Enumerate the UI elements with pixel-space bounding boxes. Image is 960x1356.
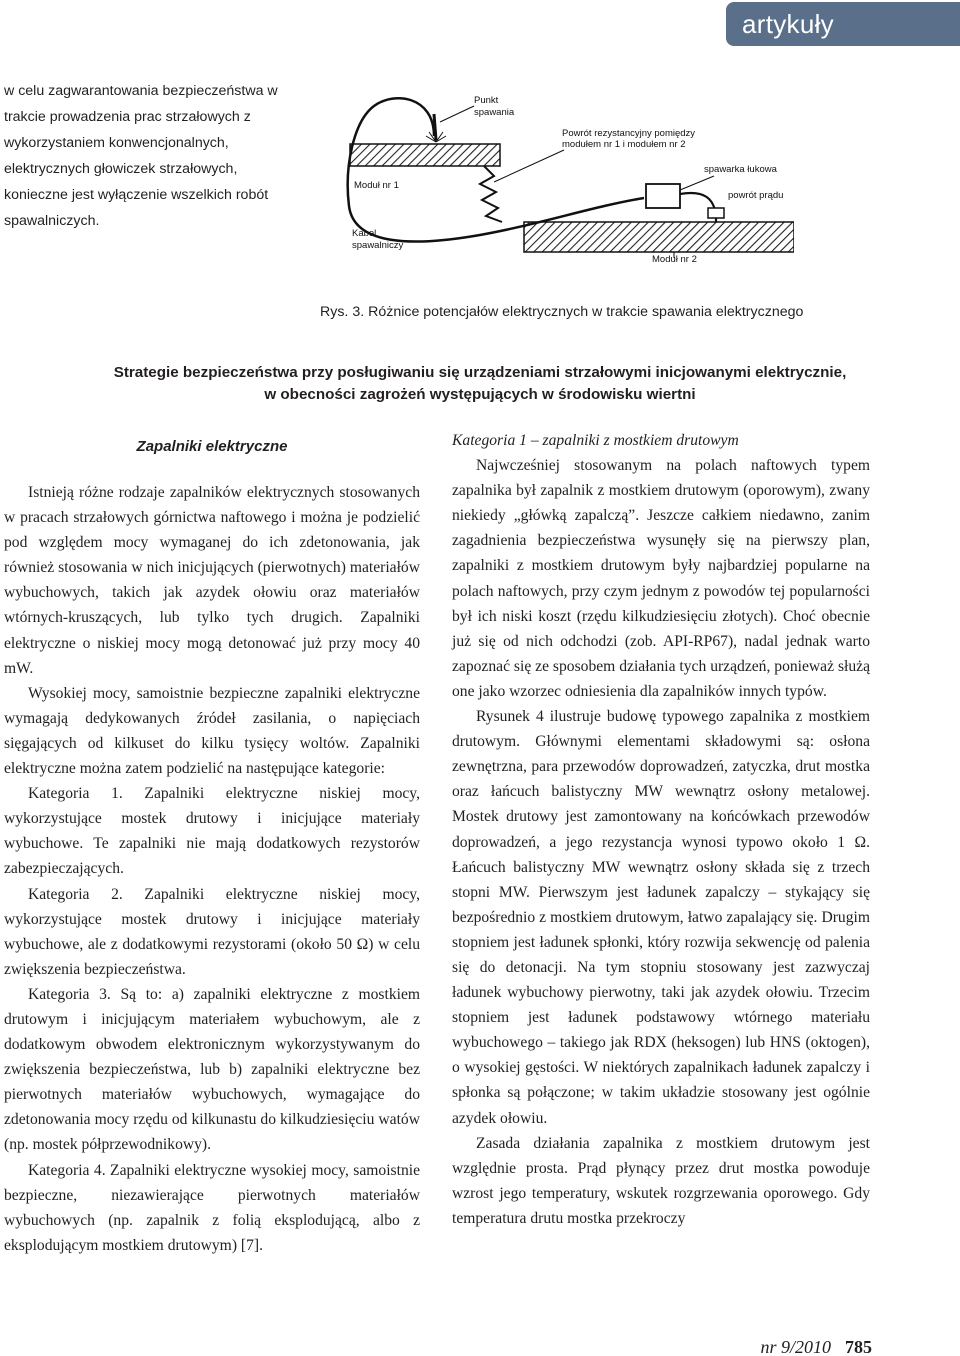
- left-paragraph: Kategoria 3. Są to: a) zapalniki elektryczne z mostkiem drutowym i inicjującym materiałem wybuchowym, ale z dodatkowym obwodem elektronicznym wykorzystywanym do zwiększenia bezpieczeństwa, lub b) zapalniki elektryczne bez pierwotnych materiałów wybuchowych, wymagające do zdetonowania mocy rzędu od kilkunastu do kilkudziesięciu watów (np. mostek półprzewodnikowy).: [4, 985, 420, 1154]
- label-current-return: powrót prądu: [728, 190, 784, 201]
- arc-welder-box: [646, 184, 680, 208]
- leader-weld-point: [440, 106, 474, 122]
- label-weld-point-2: spawania: [474, 107, 515, 118]
- left-paragraph: Kategoria 1. Zapalniki elektryczne niskiej mocy, wykorzystujące mostek drutowy i inicjujące materiały wybuchowe. Te zapalniki nie mają dodatkowych rezystorów zabezpieczających.: [4, 785, 420, 878]
- side-note: w celu zagwarantowania bezpieczeństwa w trakcie prowadzenia prac strzałowych z wykorzystaniem konwencjonalnych, elektrycznych głowiczek strzałowych, konieczne jest wyłączenie wszelkich robót spawalniczych.: [4, 83, 278, 229]
- weld-spark: [426, 130, 446, 142]
- label-resistive-return-2: modułem nr 1 i modułem nr 2: [562, 139, 686, 150]
- subheading: Zapalniki elektryczne: [136, 438, 288, 455]
- leader-welder: [680, 176, 714, 190]
- label-welding-cable-1: Kabel: [352, 228, 377, 239]
- label-module-1: Moduł nr 1: [354, 180, 399, 191]
- current-return-clamp: [708, 208, 724, 218]
- page-number: 785: [845, 1337, 872, 1356]
- right-paragraph: Rysunek 4 ilustruje budowę typowego zapalnika z mostkiem drutowym. Głównymi elementami składowymi są: osłona zewnętrzna, para przewodów doprowadzeń, zatyczka, drut mostka oraz łańcuch balistyczny MW wewnątrz osłony metalowej. Mostek drutowy jest zamontowany na końcówkach przewodów doprowadzeń, a jego rezystancja wynosi typowo około 1 Ω. Łańcuch balistyczny MW wewnątrz osłony składa się z trzech stopni MW. Pierwszym jest ładunek zapalczy – stykający się bezpośrednio z mostkiem drutowym, łatwo zapalający się. Drugim stopniem jest ładunek spłonki, który rozwija sekwencję od palenia się do detonacji. Na tym stopniu stosowany jest zazwyczaj ładunek wybuchowy pierwotny, taki jak azydek ołowiu. Trzecim stopniem jest ładunek podstawowy wtórnego materiału wybuchowego – takiego jak RDX (heksogen) lub HNS (oktogen), o wysokiej gęstości. W niektórych zapalnikach ładunek zapalczy i spłonka są połączone; w takim układzie stosowany jest ogólnie azydek ołowiu.: [452, 708, 870, 1127]
- issue-number: nr 9/2010: [760, 1337, 831, 1356]
- right-column: [452, 428, 870, 1231]
- left-paragraph: Kategoria 4. Zapalniki elektryczne wysokiej mocy, samoistnie bezpieczne, niezawierające pierwotnych materiałów wybuchowych (np. zapalnik z folią eksplodującą, albo z eksplodującym mostkiem drutowym) [7].: [4, 1161, 420, 1254]
- leader-resistive: [494, 150, 564, 182]
- left-paragraph: Istnieją różne rodzaje zapalników elektrycznych stosowanych w pracach strzałowych górnictwa naftowego i można je podzielić pod względem mocy wymaganej do ich zdetonowania, jak również stosowania w nich inicjujących (pierwotnych) materiałów wybuchowych, takich jak azydek ołowiu oraz materiałów wtórnych-kruszących, lub tylko tych drugich. Zapalniki elektryczne o niskiej mocy mogą detonować już przy mocy 40 mW.: [4, 484, 420, 677]
- resistive-return-zigzag: [480, 166, 502, 222]
- module-2-plate: [524, 222, 794, 252]
- module-1-plate: [350, 144, 500, 166]
- section-heading: [30, 362, 930, 406]
- left-paragraph: Kategoria 2. Zapalniki elektryczne niskiej mocy, wykorzystujące mostek drutowy i inicjujące materiały wybuchowe, ale z dodatkowymi rezystorami (około 50 Ω) w celu zwiększenia bezpieczeństwa.: [4, 885, 420, 978]
- left-paragraph: Wysokiej mocy, samoistnie bezpieczne zapalniki elektryczne wymagają dedykowanych źródeł zasilania, o napięciach sięgających od kilkuset do kilku tysięcy woltów. Zapalniki elektryczne można zatem podzielić na następujące kategorie:: [4, 684, 420, 778]
- welding-diagram-svg: [334, 86, 794, 266]
- page-footer: [708, 1336, 872, 1356]
- right-paragraph: Zasada działania zapalnika z mostkiem drutowym jest względnie prosta. Prąd płynący przez drut mostka powoduje wzrost jego temperatury, wskutek rozgrzewania oporowego. Gdy temperatura drutu mostka przekroczy: [452, 1134, 870, 1227]
- category-title: Kategoria 1 – zapalniki z mostkiem drutowym: [452, 432, 739, 449]
- label-arc-welder: spawarka łukowa: [704, 164, 777, 175]
- figure-caption: Rys. 3. Różnice potencjałów elektrycznych w trakcie spawania elektrycznego: [320, 304, 804, 320]
- section-heading-line-1: Strategie bezpieczeństwa przy posługiwaniu się urządzeniami strzałowymi inicjowanymi elektrycznie,: [113, 364, 847, 381]
- figure-welding-diagram: [334, 86, 794, 266]
- label-welding-cable-2: spawalniczy: [352, 240, 404, 251]
- right-paragraph: Najwcześniej stosowanym na polach naftowych typem zapalnika był zapalnik z mostkiem drutowym (oporowym), zwany niekiedy „główką zapalczą”. Jeszcze całkiem niedawno, zanim zagadnienia bezpieczeństwa wysunęły się na pierwszy plan, zapalniki z mostkiem drutowym były najbardziej popularne na polach naftowych, przy czym jednym z powodów tej popularności był ich niski koszt (rzędu kilkudziesięciu złotych). Choć obecnie już się od nich odchodzi (zob. API-RP67), nadal jednak warto zapoznać się ze sposobem działania tych urządzeń, ponieważ służą one jako wzorzec odniesienia dla zapalników innych typów.: [452, 457, 870, 700]
- section-heading-line-2: w obecności zagrożeń występujących w środowisku wiertni: [264, 386, 696, 403]
- left-column: [4, 480, 420, 1258]
- label-weld-point-1: Punkt: [474, 95, 499, 106]
- section-tag: artykuły: [726, 2, 960, 46]
- label-module-2: Moduł nr 2: [652, 254, 697, 265]
- label-resistive-return-1: Powrót rezystancyjny pomiędzy: [562, 128, 696, 139]
